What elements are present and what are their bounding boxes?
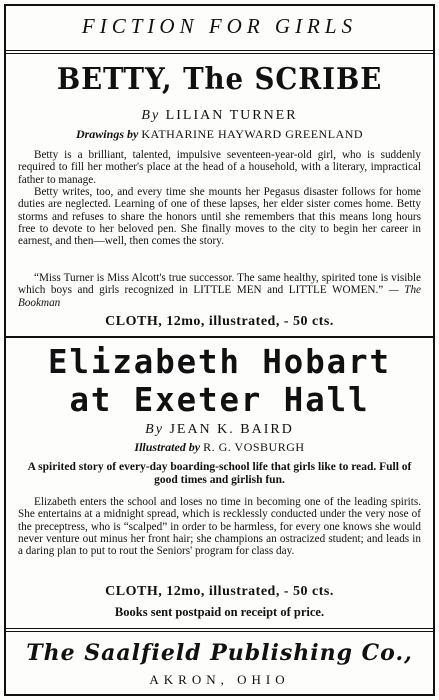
book1-author: LILIAN TURNER xyxy=(165,108,298,123)
review-quote: “Miss Turner is Miss Alcott's true successor. The same healthy, spirited tone is visible which boys and girls recognized in LITTLE MEN and LITTLE WOMEN.” xyxy=(18,272,421,297)
review-source: — The Bookman xyxy=(18,284,422,309)
book1-illustrator: KATHARINE HAYWARD GREENLAND xyxy=(141,127,364,141)
book2-author: JEAN K. BAIRD xyxy=(169,422,294,437)
book1-byline xyxy=(0,108,439,124)
book-divider xyxy=(6,336,433,338)
publisher-city: AKRON, OHIO xyxy=(149,672,290,687)
book2-illustrator: R. G. VOSBURGH xyxy=(203,440,305,454)
book1-price: CLOTH, 12mo, illustrated, - 50 cts. xyxy=(105,314,334,329)
illustrated-prefix: Illustrated by xyxy=(134,440,201,454)
header-divider xyxy=(6,50,433,54)
book2-title-line1: Elizabeth Hobart xyxy=(48,342,391,381)
publisher-name: The Saalfield Publishing Co., xyxy=(26,640,413,666)
book2-blurb: A spirited story of every-day boarding-school life that girls like to read. Full of good times and girlish fun. xyxy=(27,461,412,486)
book1-title: BETTY, The SCRIBE xyxy=(56,62,383,97)
book1-paragraph-1: Betty is a brilliant, talented, impulsive seventeen-year-old girl, who is suddenly required to fill her mother's place at the head of a household, with a literary, impractical father to manage. xyxy=(18,149,421,186)
postpaid-notice: Books sent postpaid on receipt of price. xyxy=(114,605,325,619)
footer-divider xyxy=(6,628,433,632)
drawings-prefix: Drawings by xyxy=(75,127,139,141)
book2-price: CLOTH, 12mo, illustrated, - 50 cts. xyxy=(105,584,334,599)
book2-byline xyxy=(0,422,439,438)
book2-paragraph: Elizabeth enters the school and loses no time in becoming one of the leading spirits. She entertains at a midnight spread, which is recklessly conducted under the very nose of the preceptress, who is “scalped” in order to be harmless, for every one knows she would never venture out minus her front hair; she champions an ostracized student; and leads in a daring plan to put to rout the Seniors' program for class day. xyxy=(18,496,421,558)
book2-title-line2: at Exeter Hall xyxy=(69,380,370,419)
book1-quote xyxy=(18,272,421,309)
by-prefix: By xyxy=(145,422,164,437)
section-header: FICTION FOR GIRLS xyxy=(81,14,358,38)
book2-illustrator-line xyxy=(0,440,439,455)
book1-paragraph-2: Betty writes, too, and every time she mounts her Pegasus disaster follows for home duties are neglected. Learning of one of these lapses, her elder sister comes home. Betty storms and refuses to share the honors until she remembers that this means long hours free to devote to her beloved pen. She finally moves to the city to begin her career in earnest, and then—well, then comes the story. xyxy=(18,186,421,248)
book1-illustrator-line xyxy=(0,127,439,142)
by-prefix: By xyxy=(141,108,161,123)
